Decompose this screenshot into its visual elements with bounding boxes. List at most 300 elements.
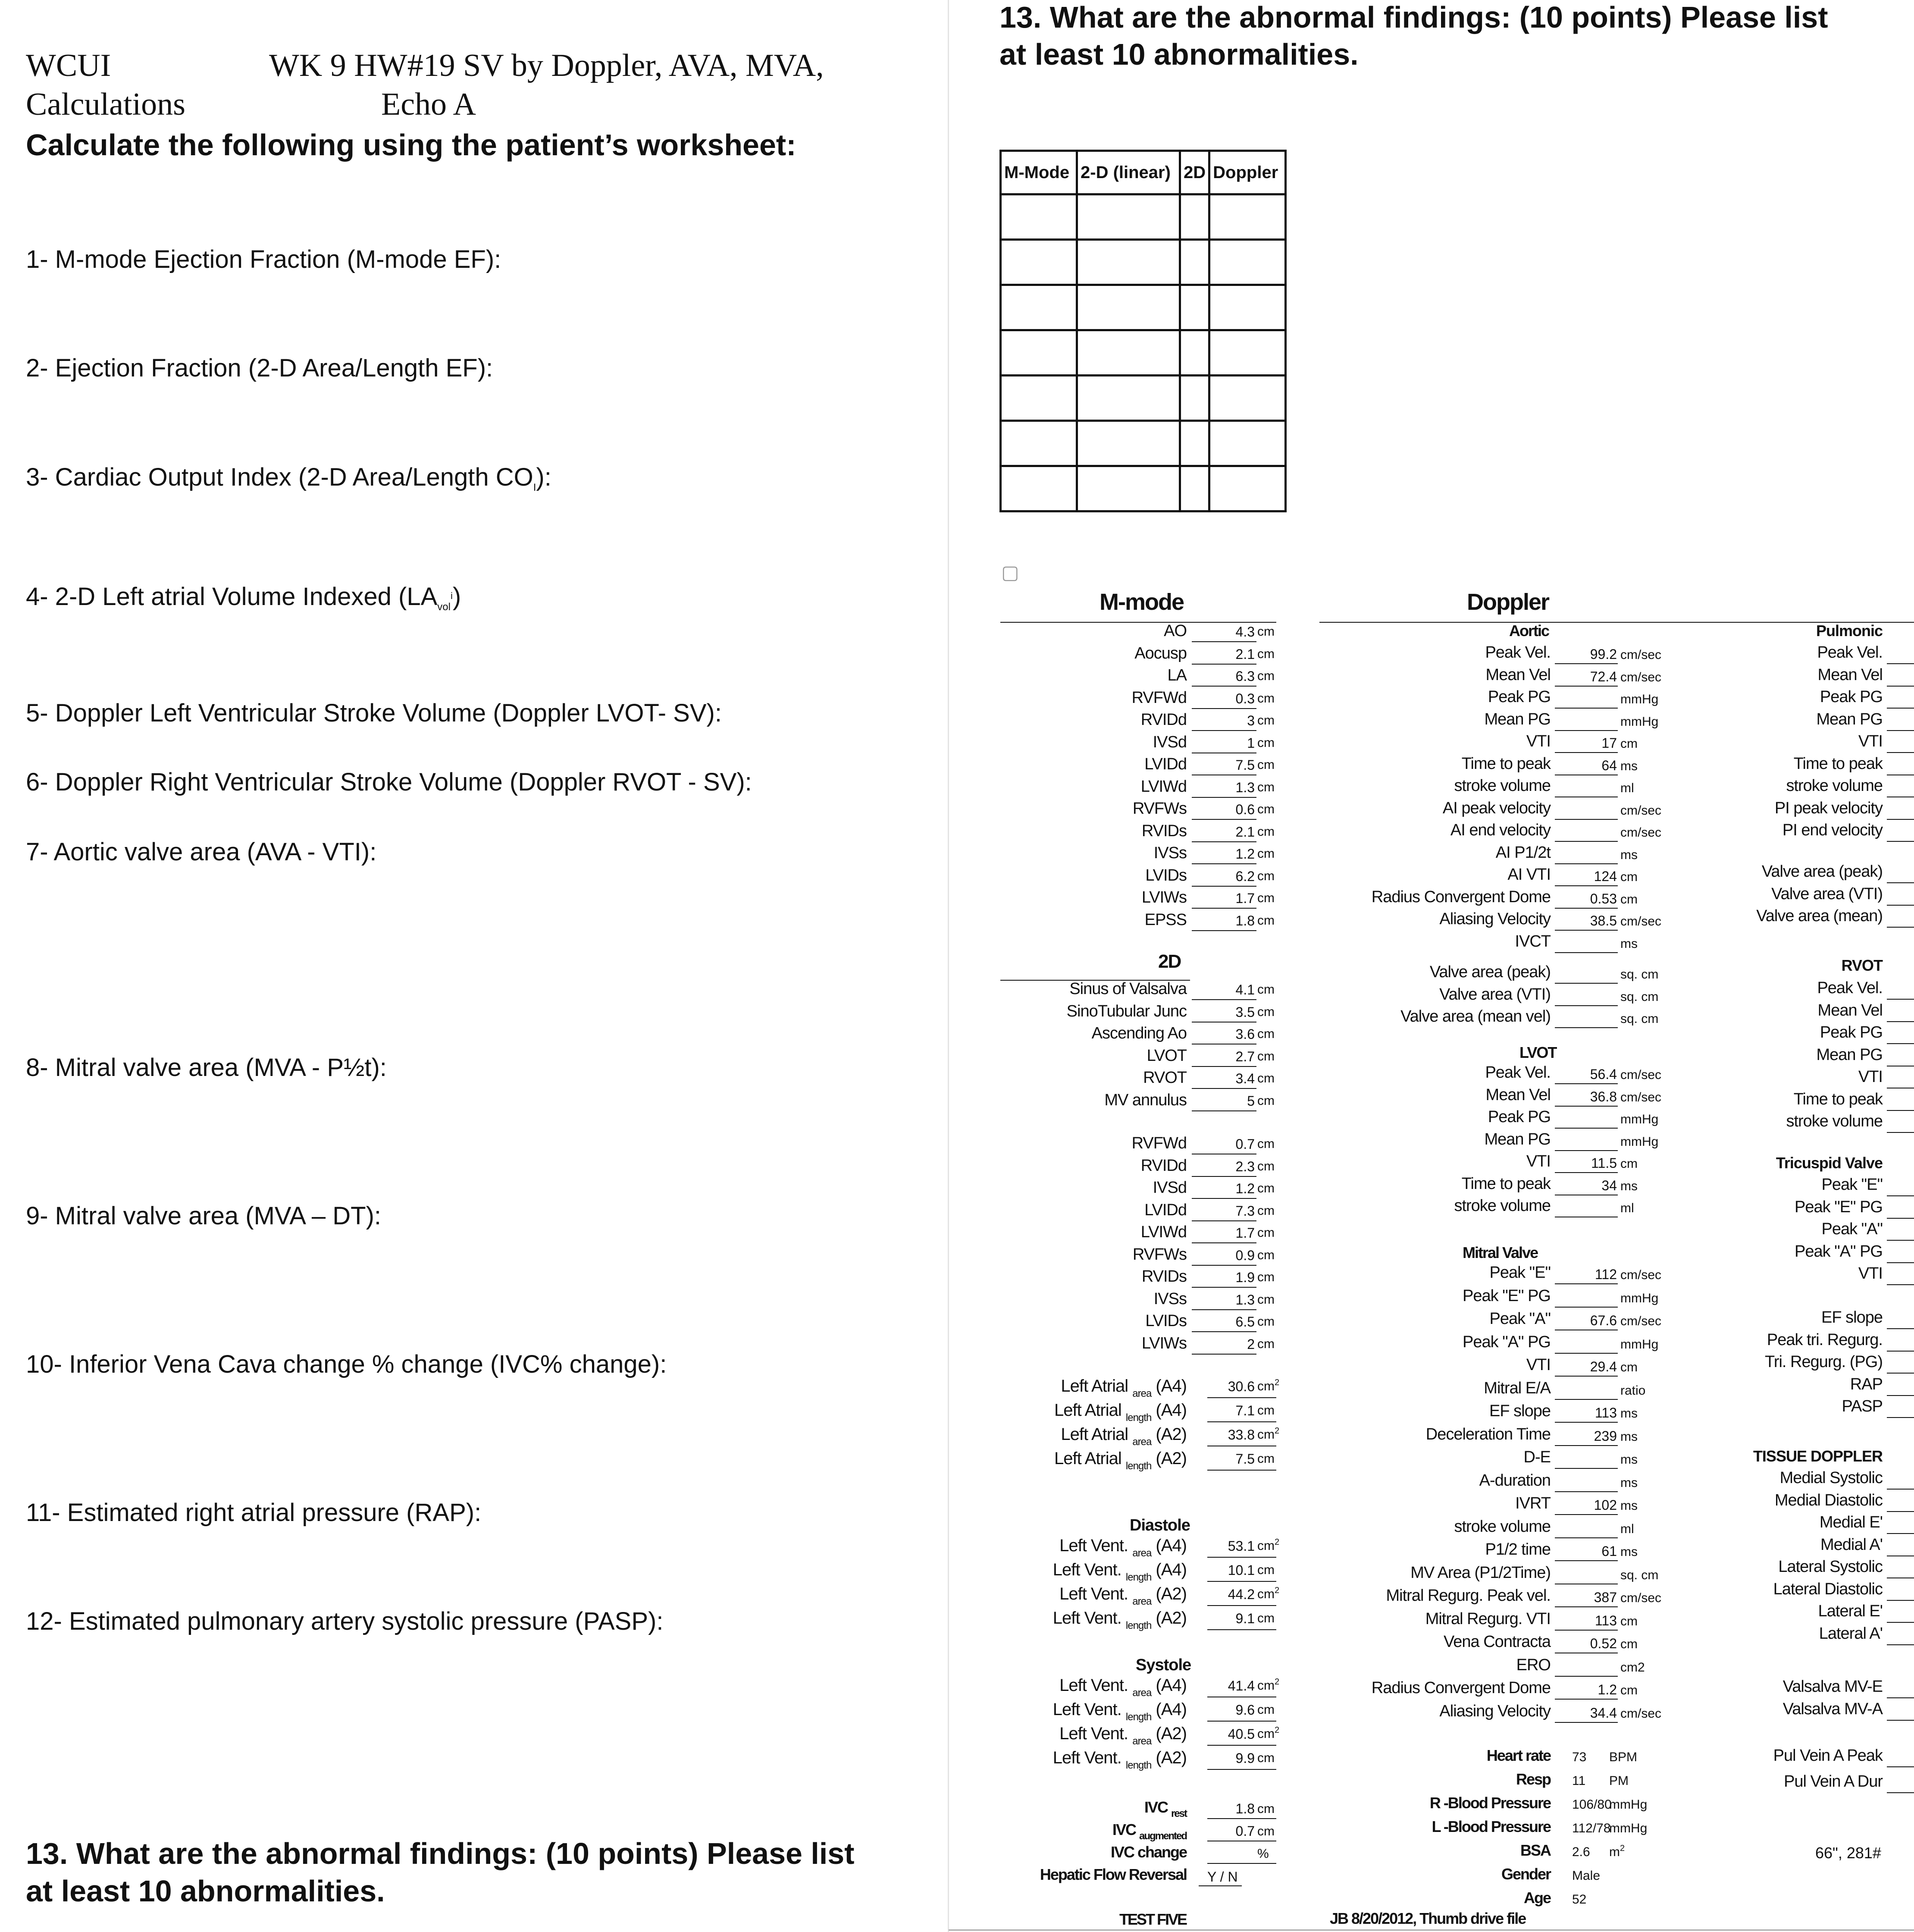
mmode-row-3-field[interactable]: [1192, 708, 1256, 709]
mitral-row-11-field[interactable]: [1555, 1537, 1618, 1538]
tricuspid-row-0-field[interactable]: [1887, 1195, 1914, 1196]
checkbox-icon[interactable]: ▢: [1001, 562, 1019, 583]
aortic-row-0-unit: cm/sec: [1620, 648, 1662, 662]
aortic-row-3-field[interactable]: [1555, 730, 1618, 731]
question-13-repeat-line2: at least 10 abnormalities.: [999, 38, 1359, 71]
mmode-row-11-field[interactable]: [1192, 886, 1256, 887]
systole-row-3-unit: cm: [1257, 1751, 1275, 1765]
lvot-row-1-field[interactable]: [1555, 1106, 1618, 1107]
mmode-row-8-field[interactable]: [1192, 819, 1256, 820]
ivc-row-0-pre: IVC: [1144, 1798, 1168, 1816]
pulmonic-row-0-label: Peak Vel.: [1817, 643, 1883, 662]
tricuspid-b-row-0-field[interactable]: [1887, 1328, 1914, 1329]
diastole-title: Diastole: [1130, 1516, 1190, 1534]
mitral-row-17-field[interactable]: [1555, 1676, 1618, 1677]
lvot-row-3-label: Mean PG: [1484, 1130, 1551, 1148]
mitral-row-9-field[interactable]: [1555, 1491, 1618, 1492]
twod-lv-row-2-field[interactable]: [1192, 1198, 1256, 1199]
lvot-row-3-field[interactable]: [1555, 1150, 1618, 1151]
systole-row-2-field[interactable]: [1207, 1745, 1276, 1746]
vitals-row-5-value: Male: [1572, 1869, 1601, 1883]
vitals-row-1-value: 11: [1572, 1774, 1586, 1788]
mitral-row-8-label: D-E: [1523, 1448, 1551, 1466]
mmode-row-10-unit: cm: [1257, 847, 1275, 861]
diastole-row-2-label: [1005, 1584, 1187, 1607]
mitral-row-19-label: Aliasing Velocity: [1439, 1702, 1551, 1720]
aortic-row-4-value: 17: [1601, 735, 1617, 751]
mmode-row-6-label: LVIDd: [1144, 755, 1187, 773]
pul-vein-row-1-field[interactable]: [1887, 1792, 1914, 1793]
mitral-row-8-field[interactable]: [1555, 1468, 1618, 1469]
twod-lv-row-6-field[interactable]: [1192, 1287, 1256, 1288]
twod-lv-row-9-unit: cm: [1257, 1336, 1275, 1351]
question-5: 5- Doppler Left Ventricular Stroke Volume (Doppler LVOT- SV):: [26, 699, 722, 727]
systole-row-1-value: 9.6: [1235, 1702, 1255, 1718]
pulmonic-row-1-label: Mean Vel: [1817, 665, 1883, 684]
question-12: 12- Estimated pulmonary artery systolic pressure (PASP):: [26, 1607, 664, 1635]
twod-row-5-value: 5: [1247, 1093, 1255, 1109]
aortic-row-5-unit: ms: [1620, 759, 1638, 773]
aortic-row-15-label: Valve area (VTI): [1439, 985, 1551, 1004]
tricuspid-title-label: Tricuspid Valve: [1776, 1154, 1883, 1172]
twod-lv-row-9-field[interactable]: [1192, 1354, 1256, 1355]
diastole-row-2-post: (A2): [1156, 1584, 1187, 1603]
systole-row-1-post: (A4): [1156, 1700, 1187, 1719]
twod-lv-row-7-unit: cm: [1257, 1292, 1275, 1307]
mmode-row-2-unit: cm: [1257, 669, 1275, 683]
twod-row-4-label: RVOT: [1143, 1069, 1187, 1087]
twod-row-3-unit: cm: [1257, 1049, 1275, 1063]
mitral-row-1-unit: mmHg: [1620, 1291, 1659, 1305]
left-atrial-row-0-label: [1005, 1377, 1187, 1399]
tricuspid-row-3-label: Peak "A" PG: [1795, 1242, 1883, 1261]
aortic-row-16-field[interactable]: [1555, 1027, 1618, 1028]
superscript-2: 2: [1275, 1725, 1280, 1735]
lvot-row-5-value: 34: [1601, 1177, 1617, 1193]
systole-row-1-field[interactable]: [1207, 1721, 1276, 1722]
tricuspid-row-3-field[interactable]: [1887, 1262, 1914, 1263]
vitals-row-2-unit: mmHg: [1609, 1797, 1648, 1812]
twod-lv-row-6-label: RVIDs: [1141, 1267, 1187, 1286]
mitral-row-18-unit: cm: [1620, 1683, 1638, 1697]
mmode-row-9-field[interactable]: [1192, 841, 1256, 842]
aortic-row-3-unit: mmHg: [1620, 714, 1659, 729]
mmode-row-13-unit: cm: [1257, 913, 1275, 928]
twod-lv-row-5-field[interactable]: [1192, 1265, 1256, 1266]
twod-row-5-field[interactable]: [1192, 1110, 1256, 1111]
tissue-doppler-title-label: TISSUE DOPPLER: [1753, 1447, 1883, 1465]
mitral-row-4-field[interactable]: [1555, 1376, 1618, 1377]
mitral-row-15-value: 113: [1594, 1612, 1617, 1628]
tricuspid-b-row-3-field[interactable]: [1887, 1395, 1914, 1396]
mitral-row-12-field[interactable]: [1555, 1560, 1618, 1561]
systole-row-1-sub: length: [1125, 1711, 1152, 1723]
diastole-row-3-field[interactable]: [1207, 1629, 1276, 1630]
ivc-row-3-label: [1005, 1866, 1187, 1884]
left-atrial-row-2-pre: Left Atrial: [1061, 1425, 1128, 1444]
mitral-row-19-field[interactable]: [1555, 1722, 1618, 1723]
pulmonic-row-7-field[interactable]: [1887, 819, 1914, 820]
aortic-row-0-field[interactable]: [1555, 663, 1618, 664]
mitral-row-0-field[interactable]: [1555, 1283, 1618, 1284]
valsalva-row-0-field[interactable]: [1887, 1697, 1914, 1698]
tissue-row-7-field[interactable]: [1887, 1644, 1914, 1645]
pulmonic-row-3-field[interactable]: [1887, 730, 1914, 731]
diastole-row-2-sub: area: [1132, 1596, 1152, 1607]
mmode-row-2-field[interactable]: [1192, 686, 1256, 687]
tricuspid-b-row-1-field[interactable]: [1887, 1351, 1914, 1352]
height-weight: 66", 281#: [1815, 1844, 1881, 1862]
left-atrial-row-2-sub: area: [1132, 1436, 1152, 1448]
left-atrial-row-2-post: (A2): [1156, 1425, 1187, 1444]
pulmonic-row-8-field[interactable]: [1887, 841, 1914, 842]
twod-row-1-label: SinoTubular Junc: [1066, 1002, 1187, 1020]
pulmonic-area-row-1-field[interactable]: [1887, 905, 1914, 906]
rvot-row-6-field[interactable]: [1887, 1132, 1914, 1133]
aortic-row-14-label: Valve area (peak): [1429, 963, 1551, 981]
table-row: [1001, 466, 1286, 511]
left-atrial-row-0-pre: Left Atrial: [1061, 1377, 1128, 1396]
abnormal-findings-table: [999, 150, 1287, 512]
mmode-row-3-unit: cm: [1257, 691, 1275, 706]
aortic-row-10-unit: cm: [1620, 870, 1638, 884]
mitral-row-17-label: ERO: [1516, 1656, 1551, 1674]
ivc-row-2-field[interactable]: [1207, 1863, 1276, 1864]
mmode-row-13-value: 1.8: [1235, 913, 1255, 928]
pul-vein-row-0-field[interactable]: [1887, 1766, 1914, 1767]
twod-row-4-unit: cm: [1257, 1071, 1275, 1085]
valsalva-row-1-label: Valsalva MV-A: [1782, 1700, 1883, 1718]
page-divider: [948, 0, 949, 1932]
aortic-row-8-field[interactable]: [1555, 841, 1618, 842]
mitral-row-5-unit: ratio: [1620, 1383, 1646, 1398]
mmode-row-4-unit: cm: [1257, 713, 1275, 728]
twod-row-2-label: Ascending Ao: [1091, 1024, 1187, 1042]
pulmonic-area-row-2-label: Valve area (mean): [1756, 907, 1883, 925]
pulmonic-area-row-2-field[interactable]: [1887, 927, 1914, 928]
aortic-row-9-label: AI P1/2t: [1495, 843, 1551, 862]
rvot-row-1-field[interactable]: [1887, 1021, 1914, 1022]
ivc-row-1-value: 0.7: [1235, 1823, 1255, 1839]
aortic-row-15-unit: sq. cm: [1620, 989, 1659, 1004]
twod-lv-row-5-label: RVFWs: [1132, 1245, 1187, 1264]
mitral-row-7-field[interactable]: [1555, 1445, 1618, 1446]
twod-lv-row-2-label: IVSd: [1153, 1179, 1187, 1197]
mitral-row-18-field[interactable]: [1555, 1699, 1618, 1700]
question-2: 2- Ejection Fraction (2-D Area/Length EF):: [26, 354, 493, 382]
rvot-row-0-field[interactable]: [1887, 999, 1914, 1000]
twod-lv-row-1-label: RVIDd: [1140, 1156, 1187, 1175]
rvot-row-2-field[interactable]: [1887, 1043, 1914, 1044]
systole-row-3-field[interactable]: [1207, 1769, 1276, 1770]
mmode-row-9-value: 2.1: [1235, 824, 1255, 840]
twod-row-0-unit: cm: [1257, 982, 1275, 997]
pul-vein-row-1-label: Pul Vein A Dur: [1784, 1772, 1883, 1791]
mitral-row-5-field[interactable]: [1555, 1399, 1618, 1400]
pulmonic-row-8-label: PI end velocity: [1782, 821, 1883, 839]
valsalva-row-1-field[interactable]: [1887, 1720, 1914, 1721]
mitral-row-15-field[interactable]: [1555, 1630, 1618, 1631]
aortic-row-16-unit: sq. cm: [1620, 1012, 1659, 1026]
diastole-row-0-value: 53.1: [1228, 1538, 1255, 1554]
lvot-row-4-value: 11.5: [1591, 1155, 1617, 1171]
twod-lv-row-7-field[interactable]: [1192, 1309, 1256, 1310]
tissue-row-1-field[interactable]: [1887, 1511, 1914, 1512]
ivc-row-1-label: [1005, 1821, 1187, 1842]
twod-lv-row-1-field[interactable]: [1192, 1176, 1256, 1177]
tricuspid-b-row-2-field[interactable]: [1887, 1373, 1914, 1374]
rvot-row-2-label: Peak PG: [1820, 1023, 1883, 1041]
twod-lv-row-8-field[interactable]: [1192, 1331, 1256, 1332]
pulmonic-row-6-label: stroke volume: [1786, 777, 1883, 795]
diastole-row-0-unit: $cm^2$: [1257, 1537, 1280, 1553]
mmode-row-5-value: 1: [1247, 735, 1255, 751]
hepatic-flow-yn[interactable]: Y / N: [1207, 1869, 1238, 1885]
mitral-row-10-field[interactable]: [1555, 1514, 1618, 1515]
mitral-row-6-field[interactable]: [1555, 1422, 1618, 1423]
mitral-row-5-label: Mitral E/A: [1484, 1379, 1551, 1397]
aortic-row-5-label: Time to peak: [1461, 754, 1551, 773]
col-doppler: Doppler: [1209, 151, 1286, 194]
tissue-row-5-label: Lateral Diastolic: [1773, 1580, 1883, 1598]
mitral-row-1-field[interactable]: [1555, 1307, 1618, 1308]
rvot-row-4-label: VTI: [1858, 1068, 1883, 1086]
ivc-row-0-field[interactable]: [1207, 1818, 1276, 1819]
aortic-row-10-label: AI VTI: [1507, 866, 1551, 884]
tricuspid-row-2-field[interactable]: [1887, 1240, 1914, 1241]
mitral-row-13-unit: sq. cm: [1620, 1568, 1659, 1582]
mmode-row-13-field[interactable]: [1192, 930, 1256, 931]
pulmonic-row-2-label: Peak PG: [1820, 688, 1883, 706]
mmode-row-4-value: 3: [1247, 713, 1255, 728]
systole-row-1-label: [1005, 1700, 1187, 1723]
twod-lv-row-4-value: 1.7: [1235, 1225, 1255, 1241]
left-atrial-row-0-field[interactable]: [1207, 1397, 1276, 1398]
table-row: [1001, 194, 1286, 240]
pulmonic-row-1-field[interactable]: [1887, 686, 1914, 687]
mmode-row-1-field[interactable]: [1192, 664, 1256, 665]
tissue-row-0-field[interactable]: [1887, 1489, 1914, 1490]
question-11: 11- Estimated right atrial pressure (RAP):: [26, 1499, 482, 1527]
mmode-row-10-field[interactable]: [1192, 863, 1256, 864]
aortic-row-6-unit: ml: [1620, 781, 1634, 795]
left-atrial-row-0-value: 30.6: [1228, 1379, 1255, 1394]
table-row: [1001, 330, 1286, 376]
tissue-row-1-label: Medial Diastolic: [1774, 1491, 1883, 1509]
pulmonic-row-0-field[interactable]: [1887, 663, 1914, 664]
twod-row-1-unit: cm: [1257, 1004, 1275, 1019]
diastole-row-3-sub: length: [1125, 1620, 1152, 1631]
tricuspid-row-4-field[interactable]: [1887, 1284, 1914, 1285]
mitral-row-12-value: 61: [1601, 1543, 1617, 1559]
lvot-row-4-field[interactable]: [1555, 1172, 1618, 1173]
diastole-row-3-label: [1005, 1609, 1187, 1631]
mitral-row-16-label: Vena Contracta: [1444, 1633, 1551, 1651]
tissue-row-3-label: Medial A': [1820, 1535, 1883, 1554]
systole-row-0-label: [1005, 1676, 1187, 1699]
tricuspid-row-4-label: VTI: [1858, 1264, 1883, 1283]
rvot-row-5-field[interactable]: [1887, 1110, 1914, 1111]
twod-row-4-field[interactable]: [1192, 1088, 1256, 1089]
twod-row-3-value: 2.7: [1235, 1048, 1255, 1064]
aortic-row-10-field[interactable]: [1555, 885, 1618, 886]
twod-lv-row-2-value: 1.2: [1235, 1181, 1255, 1196]
mmode-row-12-label: LVIWs: [1141, 888, 1187, 906]
vitals-row-3-label: L -Blood Pressure: [1432, 1818, 1551, 1835]
col-2d-linear: 2-D (linear): [1077, 151, 1180, 194]
mitral-row-4-unit: cm: [1620, 1360, 1638, 1374]
aortic-row-2-field[interactable]: [1555, 708, 1618, 709]
mmode-row-6-value: 7.5: [1235, 757, 1255, 773]
mmode-row-0-unit: cm: [1257, 624, 1275, 639]
diastole-row-1-field[interactable]: [1207, 1581, 1276, 1582]
aortic-row-13-field[interactable]: [1555, 952, 1618, 953]
question-7: 7- Aortic valve area (AVA - VTI):: [26, 838, 377, 866]
aortic-row-4-field[interactable]: [1555, 752, 1618, 753]
tissue-row-0-label: Medial Systolic: [1779, 1469, 1883, 1487]
diastole-row-3-unit: cm: [1257, 1611, 1275, 1625]
mitral-row-15-label: Mitral Regurg. VTI: [1425, 1609, 1551, 1628]
systole-row-3-pre: Left Vent.: [1053, 1748, 1121, 1767]
twod-row-0-value: 4.1: [1235, 982, 1255, 997]
left-atrial-row-1-post: (A4): [1156, 1401, 1187, 1420]
aortic-row-15-field[interactable]: [1555, 1005, 1618, 1006]
twod-lv-row-0-label: RVFWd: [1131, 1134, 1187, 1152]
diastole-row-2-pre: Left Vent.: [1059, 1584, 1128, 1603]
aortic-row-11-value: 0.53: [1590, 891, 1617, 906]
left-atrial-row-2-label: [1005, 1425, 1187, 1448]
twod-lv-row-4-unit: cm: [1257, 1226, 1275, 1240]
twod-lv-row-3-label: LVIDd: [1144, 1201, 1187, 1219]
systole-row-2-post: (A2): [1156, 1724, 1187, 1743]
left-atrial-row-3-post: (A2): [1156, 1449, 1187, 1468]
mmode-row-12-field[interactable]: [1192, 908, 1256, 909]
aortic-row-10-value: 124: [1594, 869, 1617, 884]
vitals-row-2-value: 106/80: [1572, 1797, 1612, 1812]
twod-lv-row-5-unit: cm: [1257, 1248, 1275, 1262]
systole-row-3-label: [1005, 1748, 1187, 1771]
twod-row-0-field[interactable]: [1192, 999, 1256, 1000]
ivc-row-0-value: 1.8: [1235, 1801, 1255, 1816]
mitral-row-9-label: A-duration: [1479, 1471, 1551, 1490]
table-row: [1001, 421, 1286, 466]
tissue-row-2-field[interactable]: [1887, 1533, 1914, 1534]
tissue-row-7-label: Lateral A': [1819, 1624, 1883, 1643]
mmode-row-4-field[interactable]: [1192, 730, 1256, 731]
aortic-row-16-label: Valve area (mean vel): [1400, 1007, 1551, 1026]
mitral-row-12-unit: ms: [1620, 1545, 1638, 1559]
mmode-row-7-field[interactable]: [1192, 797, 1256, 798]
diastole-row-0-pre: Left Vent.: [1059, 1536, 1128, 1555]
ivc-row-1-sub: augmented: [1139, 1830, 1187, 1842]
mitral-row-18-label: Radius Convergent Dome: [1371, 1679, 1551, 1697]
diastole-row-0-post: (A4): [1156, 1536, 1187, 1555]
systole-row-0-post: (A4): [1156, 1676, 1187, 1695]
aortic-row-8-unit: cm/sec: [1620, 825, 1662, 840]
lvot-row-4-label: VTI: [1526, 1152, 1551, 1170]
pulmonic-row-2-field[interactable]: [1887, 708, 1914, 709]
tricuspid-b-row-4-field[interactable]: [1887, 1417, 1914, 1418]
aortic-row-5-value: 64: [1601, 757, 1617, 773]
header-school: WCUI: [26, 48, 111, 83]
twod-lv-row-3-field[interactable]: [1192, 1220, 1256, 1221]
mmode-row-2-value: 6.3: [1235, 668, 1255, 684]
superscript-2: 2: [1275, 1586, 1280, 1595]
mitral-row-3-field[interactable]: [1555, 1353, 1618, 1354]
pulmonic-row-4-label: VTI: [1858, 732, 1883, 750]
mitral-row-10-value: 102: [1594, 1497, 1617, 1513]
mitral-row-14-field[interactable]: [1555, 1606, 1618, 1607]
aortic-row-1-field[interactable]: [1555, 686, 1618, 687]
tricuspid-row-1-field[interactable]: [1887, 1218, 1914, 1219]
mitral-row-14-unit: cm/sec: [1620, 1591, 1662, 1605]
mmode-row-0-field[interactable]: [1192, 641, 1256, 642]
tissue-row-6-field[interactable]: [1887, 1622, 1914, 1623]
vitals-row-4-unit: $m^2$: [1609, 1844, 1625, 1859]
hepatic-flow-field[interactable]: [1199, 1885, 1242, 1886]
systole-row-3-post: (A2): [1156, 1748, 1187, 1767]
pulmonic-row-5-label: Time to peak: [1793, 754, 1883, 773]
mitral-row-4-label: VTI: [1526, 1356, 1551, 1374]
lvot-row-0-label: Peak Vel.: [1485, 1063, 1551, 1082]
aortic-row-7-field[interactable]: [1555, 819, 1618, 820]
mmode-title: M-mode: [1100, 589, 1184, 615]
mitral-row-14-value: 387: [1594, 1590, 1617, 1605]
left-atrial-row-0-unit: $cm^2$: [1257, 1378, 1280, 1393]
twod-lv-row-8-value: 6.5: [1235, 1314, 1255, 1330]
diastole-row-0-field[interactable]: [1207, 1557, 1276, 1558]
twod-row-3-field[interactable]: [1192, 1066, 1256, 1067]
doppler-title: Doppler: [1467, 589, 1549, 615]
aortic-row-11-unit: cm: [1620, 892, 1638, 906]
aortic-row-14-field[interactable]: [1555, 983, 1618, 984]
aortic-row-0-value: 99.2: [1590, 646, 1617, 662]
twod-lv-row-7-value: 1.3: [1235, 1292, 1255, 1308]
left-atrial-row-3-unit: cm: [1257, 1452, 1275, 1466]
left-atrial-row-3-field[interactable]: [1207, 1470, 1276, 1471]
aortic-row-9-field[interactable]: [1555, 863, 1618, 864]
ivc-row-2-label: [1005, 1843, 1187, 1861]
mitral-row-6-unit: ms: [1620, 1406, 1638, 1421]
mitral-row-10-label: IVRT: [1515, 1494, 1551, 1512]
left-atrial-row-1-field[interactable]: [1207, 1421, 1276, 1422]
systole-title: Systole: [1136, 1656, 1191, 1674]
tricuspid-b-row-3-label: RAP: [1850, 1375, 1883, 1393]
twod-lv-row-4-field[interactable]: [1192, 1242, 1256, 1243]
diastole-row-2-unit: $cm^2$: [1257, 1586, 1280, 1601]
pulmonic-area-row-1-label: Valve area (VTI): [1771, 884, 1883, 903]
twod-row-5-unit: cm: [1257, 1093, 1275, 1108]
mitral-row-9-unit: ms: [1620, 1475, 1638, 1490]
left-atrial-row-3-value: 7.5: [1235, 1451, 1255, 1467]
left-atrial-row-3-pre: Left Atrial: [1054, 1449, 1121, 1468]
tissue-row-4-label: Lateral Systolic: [1778, 1558, 1883, 1576]
diastole-row-2-field[interactable]: [1207, 1605, 1276, 1606]
lvot-row-0-field[interactable]: [1555, 1083, 1618, 1084]
twod-lv-row-6-value: 1.9: [1235, 1270, 1255, 1285]
aortic-row-11-field[interactable]: [1555, 908, 1618, 909]
systole-row-3-sub: length: [1125, 1760, 1152, 1771]
pulmonic-area-row-0-field[interactable]: [1887, 882, 1914, 883]
left-atrial-row-1-pre: Left Atrial: [1054, 1401, 1121, 1420]
tissue-row-5-field[interactable]: [1887, 1600, 1914, 1601]
vitals-row-0-value: 73: [1572, 1750, 1587, 1764]
aortic-row-12-field[interactable]: [1555, 930, 1618, 931]
lvot-row-2-field[interactable]: [1555, 1128, 1618, 1129]
twod-lv-row-8-label: LVIDs: [1145, 1312, 1187, 1330]
twod-row-1-value: 3.5: [1235, 1004, 1255, 1020]
pulmonic-row-4-field[interactable]: [1887, 752, 1914, 753]
